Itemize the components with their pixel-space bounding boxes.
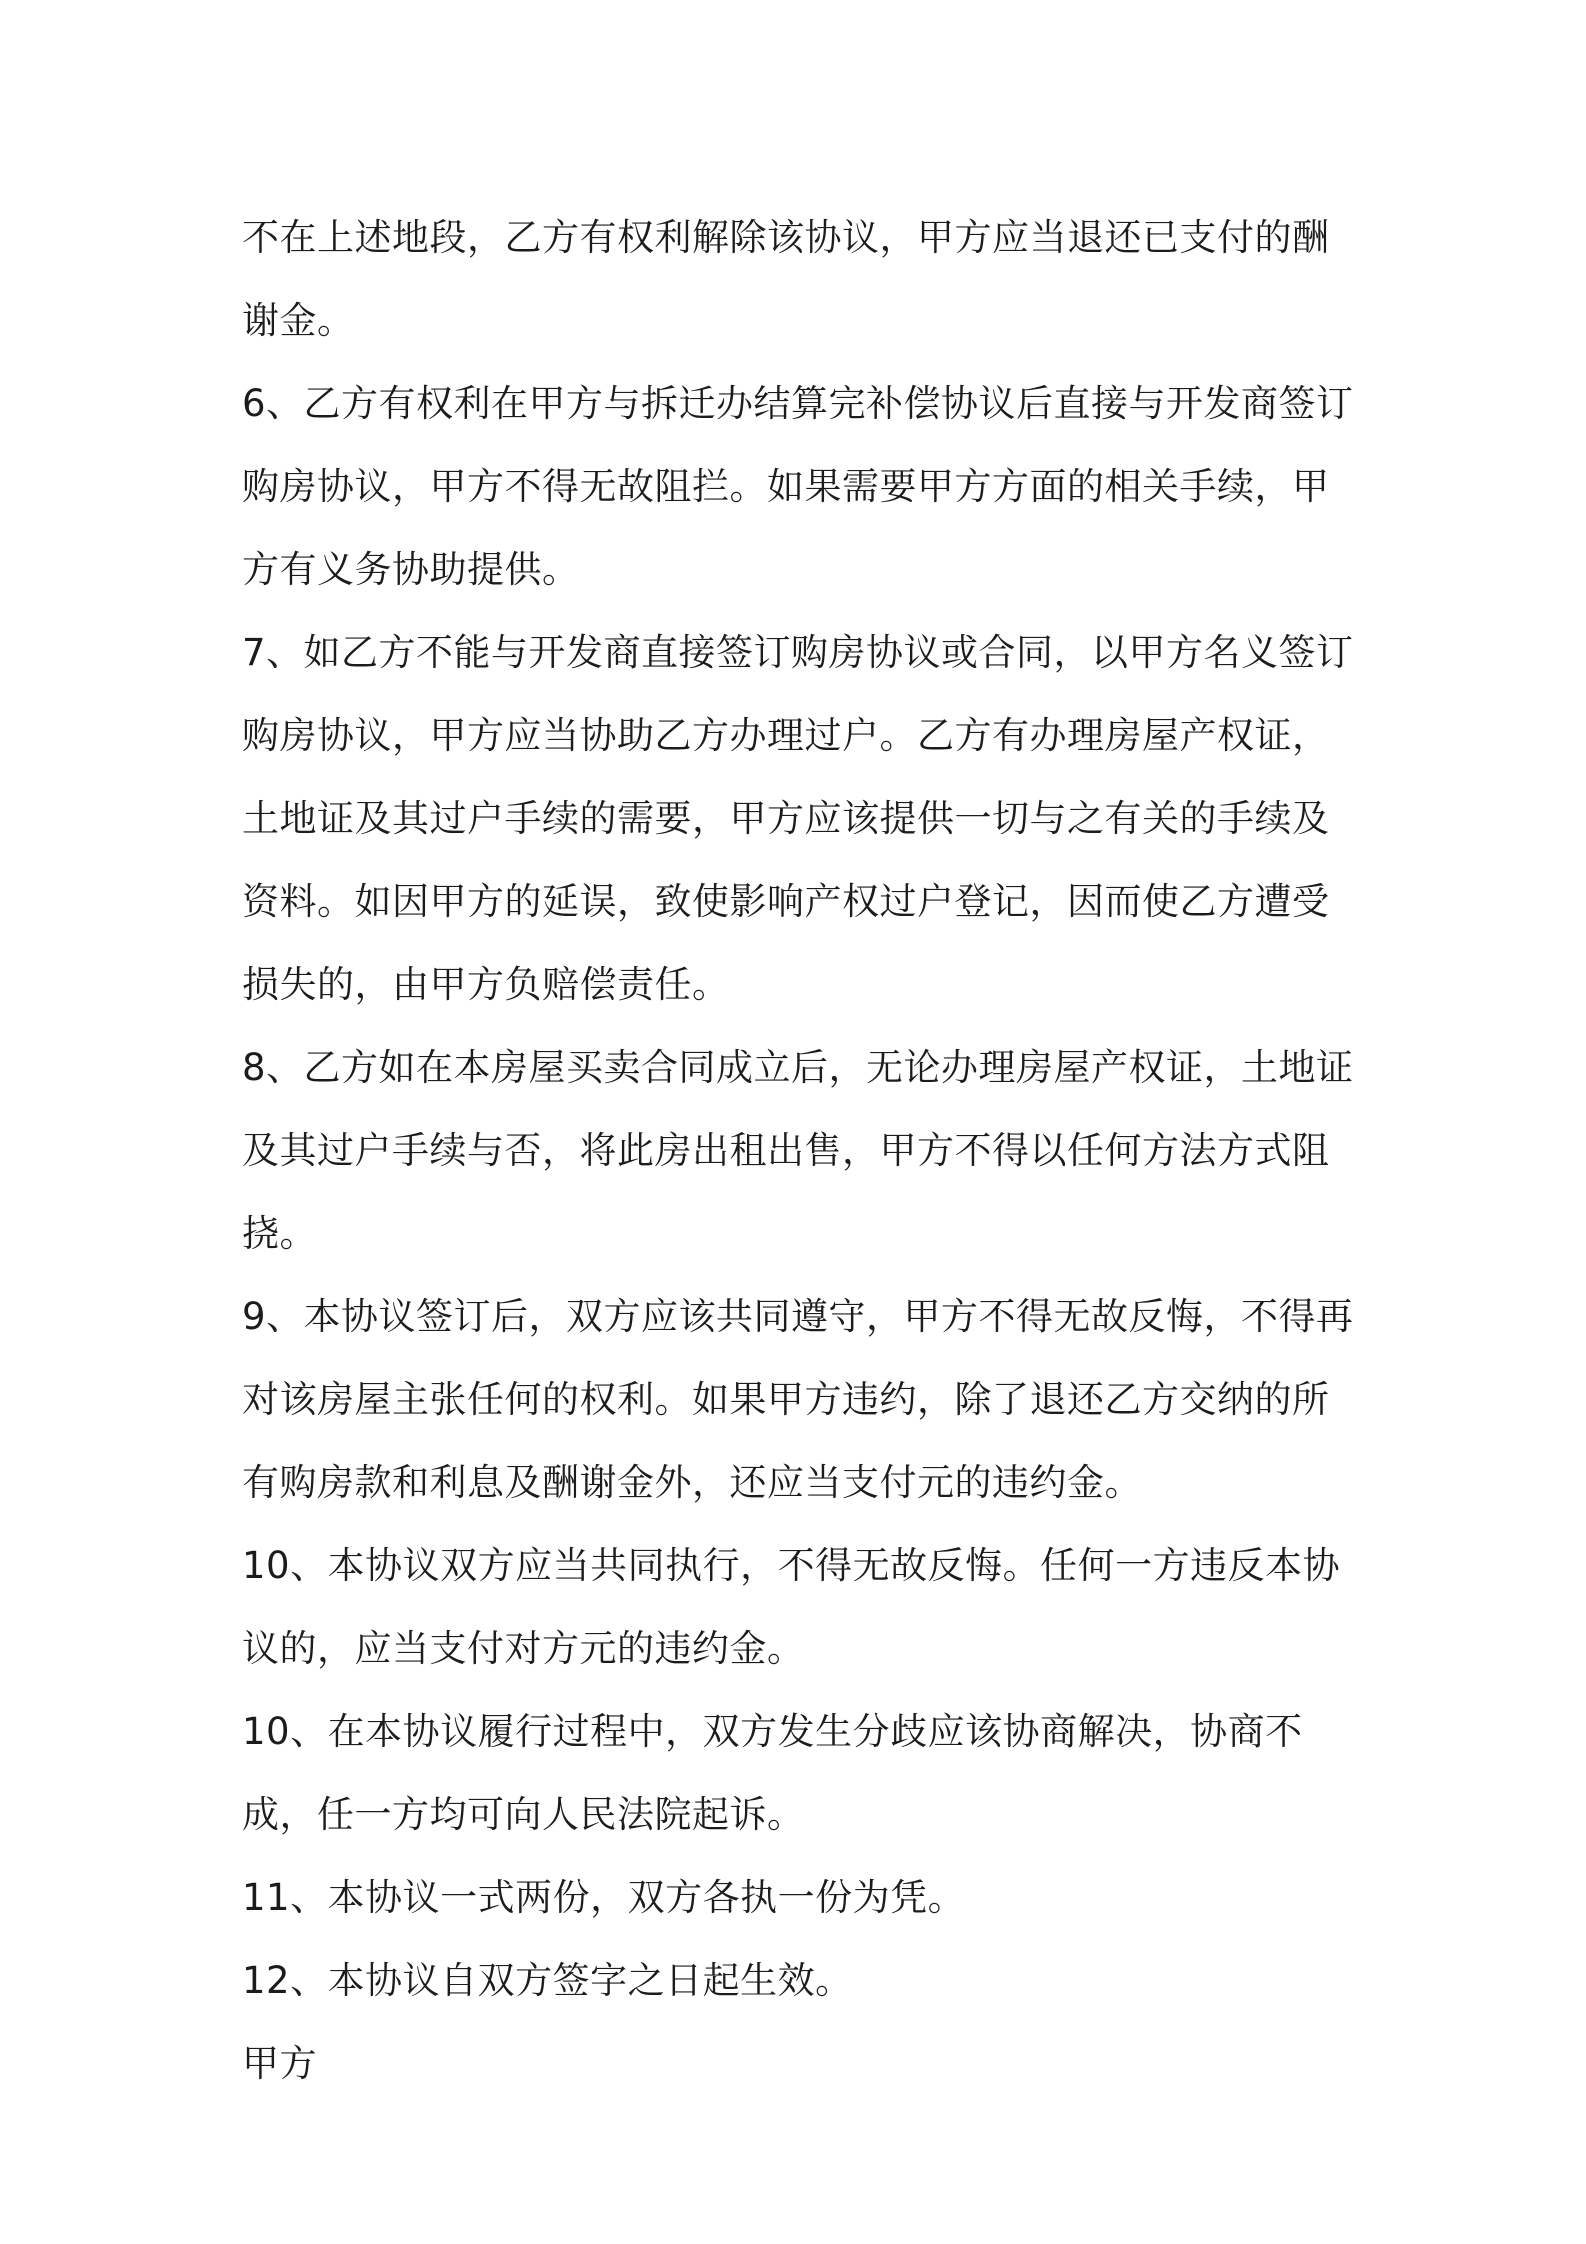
paragraph-clause-7: 7、如乙方不能与开发商直接签订购房协议或合同，以甲方名义签订购房协议，甲方应当协助乙方办理过户。乙方有办理房屋产权证，土地证及其过户手续的需要，甲方应该提供一切与之有关的手续及资料。如因甲方的延误，致使影响产权过户登记，因而使乙方遭受损失的，由甲方负赔偿责任。: [242, 631, 1354, 1006]
paragraph-clause-12: 12、本协议自双方签字之日起生效。: [242, 1959, 853, 2002]
paragraph-clause-8: 8、乙方如在本房屋买卖合同成立后，无论办理房屋产权证，土地证及其过户手续与否，将此房出租出售，甲方不得以任何方法方式阻挠。: [242, 1046, 1354, 1255]
paragraph-refund-clause: 不在上述地段，乙方有权利解除该协议，甲方应当退还已支付的酬谢金。: [242, 216, 1330, 342]
signature-party-a-label: 甲方: [242, 2042, 317, 2085]
paragraph-clause-6: 6、乙方有权利在甲方与拆迁办结算完补偿协议后直接与开发商签订购房协议，甲方不得无故阻拦。如果需要甲方方面的相关手续，甲方有义务协助提供。: [242, 382, 1354, 591]
paragraph-clause-9: 9、本协议签订后，双方应该共同遵守，甲方不得无故反悔，不得再对该房屋主张任何的权利。如果甲方违约，除了退还乙方交纳的所有购房款和利息及酬谢金外，还应当支付元的违约金。: [242, 1295, 1354, 1504]
paragraph-clause-11: 11、本协议一式两份，双方各执一份为凭。: [242, 1876, 966, 1919]
paragraph-clause-10b: 10、在本协议履行过程中，双方发生分歧应该协商解决，协商不成，任一方均可向人民法院起诉。: [242, 1710, 1303, 1836]
paragraph-clause-10a: 10、本协议双方应当共同执行，不得无故反悔。任何一方违反本协议的，应当支付对方元的违约金。: [242, 1544, 1341, 1670]
document-body: [242, 196, 1362, 2105]
